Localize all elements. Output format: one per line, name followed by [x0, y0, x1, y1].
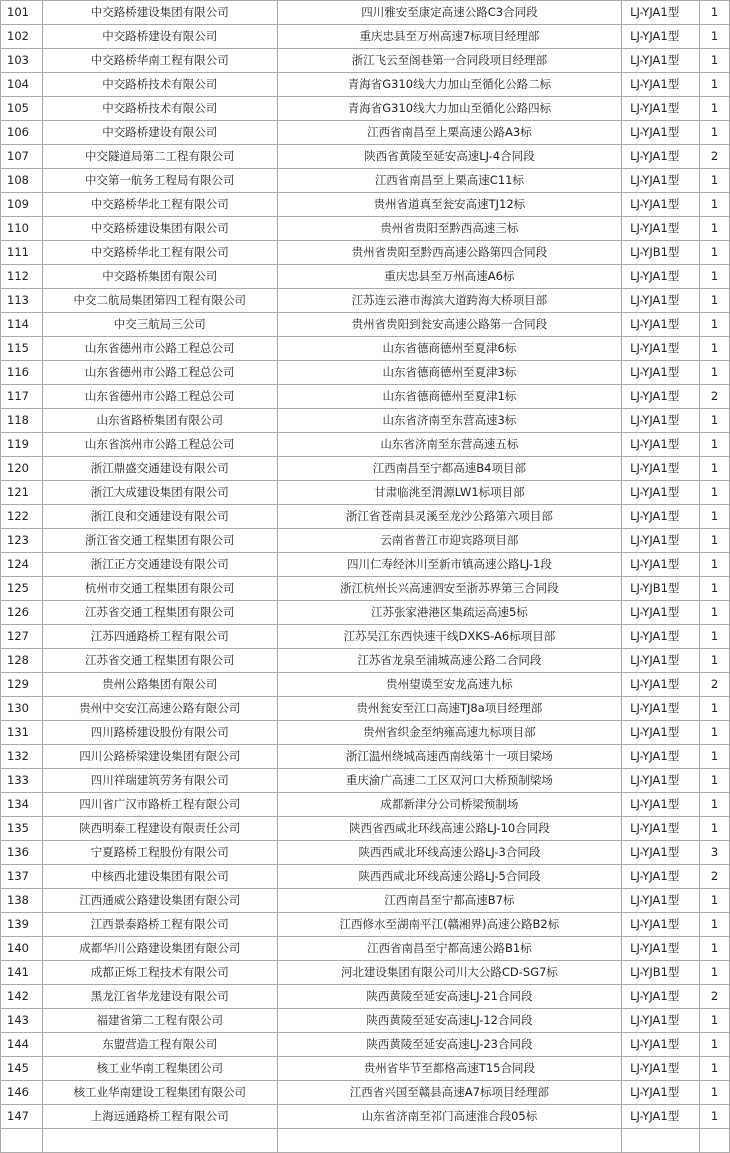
company-name-cell: 核工业华南建设工程集团有限公司 [42, 1081, 277, 1105]
product-model-cell: LJ-YJA1型 [622, 193, 700, 217]
empty-cell [1, 1129, 43, 1153]
quantity-cell: 1 [700, 817, 730, 841]
quantity-cell: 2 [700, 985, 730, 1009]
quantity-cell: 1 [700, 1009, 730, 1033]
quantity-cell: 1 [700, 769, 730, 793]
table-row [1, 313, 730, 337]
company-name-cell: 浙江大成建设集团有限公司 [42, 481, 277, 505]
quantity-cell: 1 [700, 481, 730, 505]
table-row [1, 217, 730, 241]
table-row [1, 121, 730, 145]
product-model-cell: LJ-YJA1型 [622, 841, 700, 865]
row-number-cell: 109 [1, 193, 43, 217]
project-name-cell: 江西省南昌至上栗高速C11标 [277, 169, 621, 193]
project-name-cell: 贵州省贵阳至黔西高速三标 [277, 217, 621, 241]
project-name-cell: 江苏张家港港区集疏运高速5标 [277, 601, 621, 625]
product-model-cell: LJ-YJA1型 [622, 649, 700, 673]
table-row [1, 361, 730, 385]
quantity-cell: 1 [700, 1081, 730, 1105]
table-row [1, 145, 730, 169]
project-name-cell: 重庆渝广高速二工区双河口大桥预制梁场 [277, 769, 621, 793]
company-name-cell: 中交路桥华北工程有限公司 [42, 193, 277, 217]
row-number-cell: 130 [1, 697, 43, 721]
company-name-cell: 中核西北建设集团有限公司 [42, 865, 277, 889]
row-number-cell: 125 [1, 577, 43, 601]
table-row [1, 25, 730, 49]
product-model-cell: LJ-YJA1型 [622, 673, 700, 697]
table-row [1, 889, 730, 913]
company-name-cell: 中交路桥建设有限公司 [42, 121, 277, 145]
quantity-cell: 2 [700, 385, 730, 409]
product-model-cell: LJ-YJA1型 [622, 361, 700, 385]
company-name-cell: 东盟营造工程有限公司 [42, 1033, 277, 1057]
row-number-cell: 145 [1, 1057, 43, 1081]
project-name-cell: 成都新津分公司桥梁预制场 [277, 793, 621, 817]
table-row [1, 817, 730, 841]
project-name-cell: 江西南昌至宁都高速B4项目部 [277, 457, 621, 481]
project-name-cell: 贵州省道真至瓮安高速TJ12标 [277, 193, 621, 217]
table-row [1, 1105, 730, 1129]
product-model-cell: LJ-YJA1型 [622, 265, 700, 289]
row-number-cell: 137 [1, 865, 43, 889]
empty-cell [700, 1129, 730, 1153]
quantity-cell: 1 [700, 625, 730, 649]
company-name-cell: 中交路桥建设集团有限公司 [42, 217, 277, 241]
company-name-cell: 中交路桥技术有限公司 [42, 97, 277, 121]
project-name-cell: 江西省南昌至上栗高速公路A3标 [277, 121, 621, 145]
company-name-cell: 江苏四通路桥工程有限公司 [42, 625, 277, 649]
table-row [1, 865, 730, 889]
project-name-cell: 江苏连云港市海滨大道跨海大桥项目部 [277, 289, 621, 313]
company-name-cell: 福建省第二工程有限公司 [42, 1009, 277, 1033]
table-row [1, 673, 730, 697]
company-name-cell: 浙江良和交通建设有限公司 [42, 505, 277, 529]
company-name-cell: 四川路桥建设股份有限公司 [42, 721, 277, 745]
product-model-cell: LJ-YJA1型 [622, 1057, 700, 1081]
product-model-cell: LJ-YJA1型 [622, 913, 700, 937]
table-row [1, 337, 730, 361]
company-name-cell: 江苏省交通工程集团有限公司 [42, 601, 277, 625]
product-model-cell: LJ-YJA1型 [622, 337, 700, 361]
company-name-cell: 中交路桥集团有限公司 [42, 265, 277, 289]
empty-cell [622, 1129, 700, 1153]
company-name-cell: 四川公路桥梁建设集团有限公司 [42, 745, 277, 769]
project-name-cell: 山东省济南至东营高速3标 [277, 409, 621, 433]
company-name-cell: 贵州中交安江高速公路有限公司 [42, 697, 277, 721]
product-model-cell: LJ-YJA1型 [622, 1081, 700, 1105]
partial-row-bottom [1, 1129, 730, 1153]
project-name-cell: 青海省G310线大力加山至循化公路二标 [277, 73, 621, 97]
quantity-cell: 1 [700, 529, 730, 553]
table-row [1, 793, 730, 817]
product-model-cell: LJ-YJA1型 [622, 1105, 700, 1129]
company-name-cell: 中交路桥技术有限公司 [42, 73, 277, 97]
company-name-cell: 中交二航局集团第四工程有限公司 [42, 289, 277, 313]
row-number-cell: 127 [1, 625, 43, 649]
project-name-cell: 四川雅安至康定高速公路C3合同段 [277, 1, 621, 25]
product-model-cell: LJ-YJA1型 [622, 529, 700, 553]
table-row [1, 697, 730, 721]
row-number-cell: 140 [1, 937, 43, 961]
table-row [1, 433, 730, 457]
table-row [1, 457, 730, 481]
row-number-cell: 122 [1, 505, 43, 529]
quantity-cell: 1 [700, 721, 730, 745]
quantity-cell: 1 [700, 913, 730, 937]
row-number-cell: 129 [1, 673, 43, 697]
project-name-cell: 贵州瓮安至江口高速TJ8a项目经理部 [277, 697, 621, 721]
quantity-cell: 1 [700, 649, 730, 673]
table-row [1, 529, 730, 553]
company-name-cell: 浙江省交通工程集团有限公司 [42, 529, 277, 553]
quantity-cell: 1 [700, 361, 730, 385]
project-name-cell: 江西南昌至宁都高速B7标 [277, 889, 621, 913]
project-name-cell: 浙江杭州长兴高速泗安至浙苏界第三合同段 [277, 577, 621, 601]
row-number-cell: 128 [1, 649, 43, 673]
table-row [1, 1081, 730, 1105]
project-name-cell: 山东省德商德州至夏津1标 [277, 385, 621, 409]
table-row [1, 937, 730, 961]
project-name-cell: 江苏省龙泉至浦城高速公路二合同段 [277, 649, 621, 673]
project-name-cell: 浙江温州绕城高速西南线第十一项目梁场 [277, 745, 621, 769]
table-row [1, 577, 730, 601]
company-name-cell: 山东省德州市公路工程总公司 [42, 385, 277, 409]
project-name-cell: 江西省南昌至宁都高速公路B1标 [277, 937, 621, 961]
quantity-cell: 1 [700, 265, 730, 289]
quantity-cell: 1 [700, 25, 730, 49]
row-number-cell: 103 [1, 49, 43, 73]
product-model-cell: LJ-YJB1型 [622, 577, 700, 601]
project-name-cell: 山东省德商德州至夏津6标 [277, 337, 621, 361]
company-name-cell: 上海远通路桥工程有限公司 [42, 1105, 277, 1129]
row-number-cell: 101 [1, 1, 43, 25]
product-model-cell: LJ-YJA1型 [622, 97, 700, 121]
product-model-cell: LJ-YJA1型 [622, 409, 700, 433]
company-name-cell: 陕西明泰工程建设有限责任公司 [42, 817, 277, 841]
project-name-cell: 江西修水至湖南平江(赣湘界)高速公路B2标 [277, 913, 621, 937]
table-row [1, 193, 730, 217]
row-number-cell: 113 [1, 289, 43, 313]
company-name-cell: 四川祥瑞建筑劳务有限公司 [42, 769, 277, 793]
project-name-cell: 贵州省织金至纳雍高速九标项目部 [277, 721, 621, 745]
project-name-cell: 江西省兴国至赣县高速A7标项目经理部 [277, 1081, 621, 1105]
quantity-cell: 1 [700, 1033, 730, 1057]
quantity-cell: 2 [700, 865, 730, 889]
row-number-cell: 114 [1, 313, 43, 337]
company-name-cell: 成都华川公路建设集团有限公司 [42, 937, 277, 961]
row-number-cell: 106 [1, 121, 43, 145]
quantity-cell: 1 [700, 697, 730, 721]
row-number-cell: 131 [1, 721, 43, 745]
row-number-cell: 120 [1, 457, 43, 481]
row-number-cell: 139 [1, 913, 43, 937]
quantity-cell: 1 [700, 217, 730, 241]
row-number-cell: 111 [1, 241, 43, 265]
project-name-cell: 重庆忠县至万州高速A6标 [277, 265, 621, 289]
table-row [1, 1, 730, 25]
project-name-cell: 山东省济南至东营高速五标 [277, 433, 621, 457]
table-row [1, 721, 730, 745]
product-model-cell: LJ-YJA1型 [622, 985, 700, 1009]
project-name-cell: 重庆忠县至万州高速7标项目经理部 [277, 25, 621, 49]
quantity-cell: 1 [700, 1057, 730, 1081]
table-row [1, 841, 730, 865]
project-name-cell: 甘肃临洮至渭源LW1标项目部 [277, 481, 621, 505]
table-row [1, 985, 730, 1009]
project-name-cell: 陕西西咸北环线高速公路LJ-3合同段 [277, 841, 621, 865]
quantity-cell: 1 [700, 49, 730, 73]
row-number-cell: 112 [1, 265, 43, 289]
company-name-cell: 中交隧道局第二工程有限公司 [42, 145, 277, 169]
project-name-cell: 贵州省贵阳至黔西高速公路第四合同段 [277, 241, 621, 265]
row-number-cell: 102 [1, 25, 43, 49]
quantity-cell: 1 [700, 745, 730, 769]
quantity-cell: 1 [700, 169, 730, 193]
empty-cell [42, 1129, 277, 1153]
row-number-cell: 117 [1, 385, 43, 409]
product-model-cell: LJ-YJA1型 [622, 1009, 700, 1033]
table-row [1, 913, 730, 937]
quantity-cell: 1 [700, 577, 730, 601]
quantity-cell: 1 [700, 961, 730, 985]
company-name-cell: 中交路桥建设有限公司 [42, 25, 277, 49]
quantity-cell: 1 [700, 1, 730, 25]
empty-cell [277, 1129, 621, 1153]
company-name-cell: 成都正烁工程技术有限公司 [42, 961, 277, 985]
product-model-cell: LJ-YJA1型 [622, 313, 700, 337]
product-model-cell: LJ-YJA1型 [622, 289, 700, 313]
product-model-cell: LJ-YJA1型 [622, 169, 700, 193]
table-row [1, 169, 730, 193]
table-row [1, 961, 730, 985]
row-number-cell: 138 [1, 889, 43, 913]
row-number-cell: 136 [1, 841, 43, 865]
table-row [1, 289, 730, 313]
table-row [1, 241, 730, 265]
table-row [1, 769, 730, 793]
product-model-cell: LJ-YJA1型 [622, 385, 700, 409]
row-number-cell: 118 [1, 409, 43, 433]
quantity-cell: 2 [700, 145, 730, 169]
product-model-cell: LJ-YJA1型 [622, 1, 700, 25]
quantity-cell: 1 [700, 457, 730, 481]
quantity-cell: 1 [700, 97, 730, 121]
quantity-cell: 1 [700, 889, 730, 913]
quantity-cell: 1 [700, 241, 730, 265]
row-number-cell: 143 [1, 1009, 43, 1033]
product-model-cell: LJ-YJA1型 [622, 601, 700, 625]
quantity-cell: 1 [700, 505, 730, 529]
product-model-cell: LJ-YJA1型 [622, 25, 700, 49]
row-number-cell: 135 [1, 817, 43, 841]
project-name-cell: 山东省济南至祁门高速淮合段05标 [277, 1105, 621, 1129]
product-model-cell: LJ-YJA1型 [622, 145, 700, 169]
product-model-cell: LJ-YJA1型 [622, 481, 700, 505]
company-name-cell: 中交三航局三公司 [42, 313, 277, 337]
table-row [1, 49, 730, 73]
company-name-cell: 江西景泰路桥工程有限公司 [42, 913, 277, 937]
table-row [1, 1009, 730, 1033]
project-name-cell: 山东省德商德州至夏津3标 [277, 361, 621, 385]
quantity-cell: 1 [700, 193, 730, 217]
row-number-cell: 133 [1, 769, 43, 793]
quantity-cell: 1 [700, 337, 730, 361]
row-number-cell: 144 [1, 1033, 43, 1057]
company-name-cell: 江西通威公路建设集团有限公司 [42, 889, 277, 913]
project-name-cell: 贵州省贵阳到瓮安高速公路第一合同段 [277, 313, 621, 337]
company-name-cell: 浙江正方交通建设有限公司 [42, 553, 277, 577]
company-name-cell: 中交路桥建设集团有限公司 [42, 1, 277, 25]
row-number-cell: 107 [1, 145, 43, 169]
company-name-cell: 杭州市交通工程集团有限公司 [42, 577, 277, 601]
quantity-cell: 1 [700, 553, 730, 577]
row-number-cell: 123 [1, 529, 43, 553]
quantity-cell: 1 [700, 313, 730, 337]
row-number-cell: 132 [1, 745, 43, 769]
row-number-cell: 116 [1, 361, 43, 385]
product-model-cell: LJ-YJA1型 [622, 937, 700, 961]
product-model-cell: LJ-YJA1型 [622, 505, 700, 529]
project-name-cell: 浙江飞云至阁巷第一合同段项目经理部 [277, 49, 621, 73]
row-number-cell: 104 [1, 73, 43, 97]
row-number-cell: 110 [1, 217, 43, 241]
quantity-cell: 2 [700, 673, 730, 697]
row-number-cell: 126 [1, 601, 43, 625]
row-number-cell: 108 [1, 169, 43, 193]
table-row [1, 1033, 730, 1057]
product-model-cell: LJ-YJA1型 [622, 817, 700, 841]
row-number-cell: 105 [1, 97, 43, 121]
company-name-cell: 贵州公路集团有限公司 [42, 673, 277, 697]
product-model-cell: LJ-YJA1型 [622, 121, 700, 145]
table-row [1, 1057, 730, 1081]
product-model-cell: LJ-YJA1型 [622, 769, 700, 793]
row-number-cell: 115 [1, 337, 43, 361]
row-number-cell: 121 [1, 481, 43, 505]
project-name-cell: 云南省普江市迎宾路项目部 [277, 529, 621, 553]
table-row [1, 649, 730, 673]
product-model-cell: LJ-YJA1型 [622, 625, 700, 649]
project-name-cell: 贵州望谟至安龙高速九标 [277, 673, 621, 697]
row-number-cell: 142 [1, 985, 43, 1009]
product-model-cell: LJ-YJA1型 [622, 553, 700, 577]
project-name-cell: 陕西省黄陵至延安高速LJ-4合同段 [277, 145, 621, 169]
company-name-cell: 黑龙江省华龙建设有限公司 [42, 985, 277, 1009]
product-model-cell: LJ-YJA1型 [622, 889, 700, 913]
company-name-cell: 山东省德州市公路工程总公司 [42, 337, 277, 361]
product-model-cell: LJ-YJA1型 [622, 217, 700, 241]
table-row [1, 385, 730, 409]
product-model-cell: LJ-YJA1型 [622, 865, 700, 889]
quantity-cell: 1 [700, 793, 730, 817]
table-row [1, 409, 730, 433]
project-name-cell: 陕西黄陵至延安高速LJ-12合同段 [277, 1009, 621, 1033]
product-model-cell: LJ-YJB1型 [622, 241, 700, 265]
project-name-cell: 贵州省毕节至都格高速T15合同段 [277, 1057, 621, 1081]
row-number-cell: 146 [1, 1081, 43, 1105]
quantity-cell: 1 [700, 601, 730, 625]
project-name-cell: 浙江省苍南县灵溪至龙沙公路第六项目部 [277, 505, 621, 529]
quantity-cell: 3 [700, 841, 730, 865]
company-name-cell: 江苏省交通工程集团有限公司 [42, 649, 277, 673]
table-row [1, 745, 730, 769]
project-name-cell: 河北建设集团有限公司川大公路CD-SG7标 [277, 961, 621, 985]
company-name-cell: 山东省德州市公路工程总公司 [42, 361, 277, 385]
company-name-cell: 中交路桥华北工程有限公司 [42, 241, 277, 265]
project-name-cell: 陕西西咸北环线高速公路LJ-5合同段 [277, 865, 621, 889]
company-name-cell: 宁夏路桥工程股份有限公司 [42, 841, 277, 865]
product-model-cell: LJ-YJA1型 [622, 745, 700, 769]
project-name-cell: 陕西黄陵至延安高速LJ-23合同段 [277, 1033, 621, 1057]
product-model-cell: LJ-YJA1型 [622, 793, 700, 817]
row-number-cell: 147 [1, 1105, 43, 1129]
project-name-cell: 江苏吴江东西快速干线DXKS-A6标项目部 [277, 625, 621, 649]
product-model-cell: LJ-YJB1型 [622, 961, 700, 985]
company-name-cell: 山东省滨州市公路工程总公司 [42, 433, 277, 457]
table-row [1, 97, 730, 121]
table-row [1, 505, 730, 529]
table-row [1, 553, 730, 577]
company-name-cell: 核工业华南工程集团公司 [42, 1057, 277, 1081]
row-number-cell: 119 [1, 433, 43, 457]
project-name-cell: 陕西黄陵至延安高速LJ-21合同段 [277, 985, 621, 1009]
quantity-cell: 1 [700, 73, 730, 97]
table-row [1, 481, 730, 505]
company-name-cell: 四川省广汉市路桥工程有限公司 [42, 793, 277, 817]
row-number-cell: 141 [1, 961, 43, 985]
project-name-cell: 青海省G310线大力加山至循化公路四标 [277, 97, 621, 121]
project-name-cell: 四川仁寿经沐川至新市镇高速公路LJ-1段 [277, 553, 621, 577]
quantity-cell: 1 [700, 289, 730, 313]
product-model-cell: LJ-YJA1型 [622, 73, 700, 97]
table-row [1, 625, 730, 649]
quantity-cell: 1 [700, 937, 730, 961]
product-model-cell: LJ-YJA1型 [622, 1033, 700, 1057]
company-name-cell: 中交第一航务工程局有限公司 [42, 169, 277, 193]
row-number-cell: 134 [1, 793, 43, 817]
company-name-cell: 山东省路桥集团有限公司 [42, 409, 277, 433]
product-model-cell: LJ-YJA1型 [622, 49, 700, 73]
company-name-cell: 浙江鼎盛交通建设有限公司 [42, 457, 277, 481]
product-model-cell: LJ-YJA1型 [622, 433, 700, 457]
company-name-cell: 中交路桥华南工程有限公司 [42, 49, 277, 73]
table-row [1, 73, 730, 97]
quantity-cell: 1 [700, 121, 730, 145]
table-body [1, 0, 730, 1153]
table-row [1, 601, 730, 625]
quantity-cell: 1 [700, 409, 730, 433]
quantity-cell: 1 [700, 1105, 730, 1129]
row-number-cell: 124 [1, 553, 43, 577]
product-model-cell: LJ-YJA1型 [622, 721, 700, 745]
product-model-cell: LJ-YJA1型 [622, 457, 700, 481]
quantity-cell: 1 [700, 433, 730, 457]
project-name-cell: 陕西省西咸北环线高速公路LJ-10合同段 [277, 817, 621, 841]
table-row [1, 265, 730, 289]
product-model-cell: LJ-YJA1型 [622, 697, 700, 721]
